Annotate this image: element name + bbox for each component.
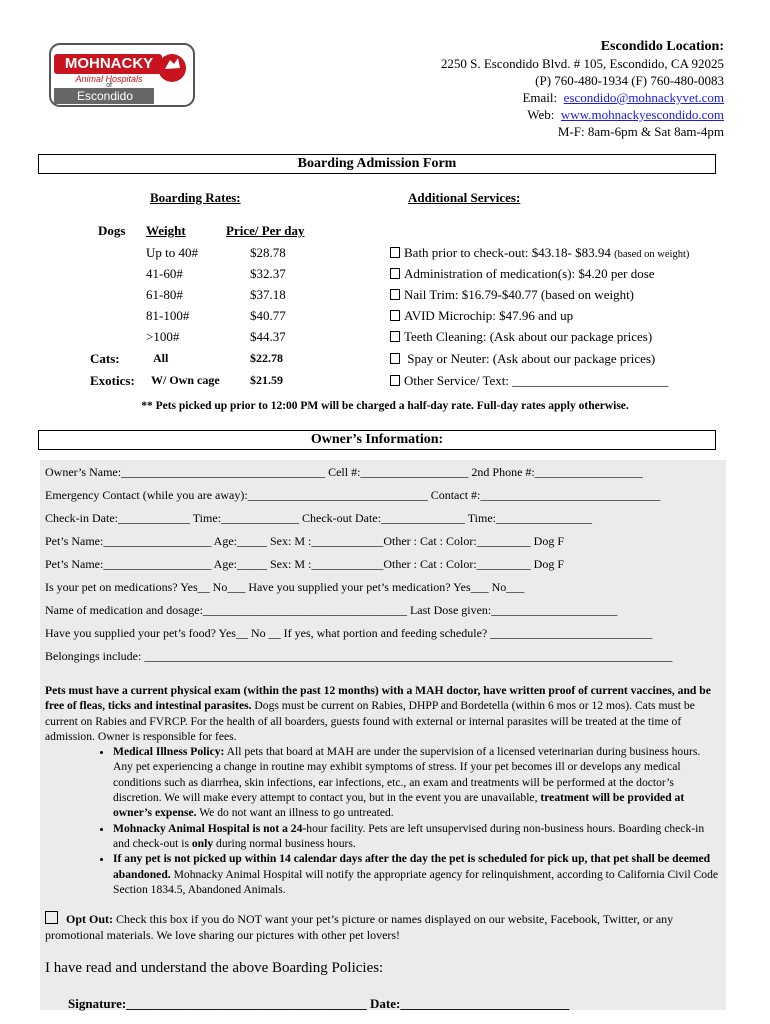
checkbox[interactable]: [390, 353, 400, 364]
pet-name-row[interactable]: Pet’s Name:__________________ Age:_____ Sex: M :____________Other : Cat : Color:_________ Dog F: [45, 557, 564, 571]
policy-intro: [45, 683, 721, 744]
service-item: [390, 287, 634, 303]
boarding-policy: [45, 683, 721, 897]
checkbox[interactable]: [390, 268, 400, 279]
logo-subtitle: Animal Hospitals: [75, 74, 143, 84]
policy-bold: treatment will be provided at owner’s expense.: [113, 791, 685, 820]
dog-price: $32.37: [250, 266, 286, 281]
service-item: [390, 373, 668, 389]
service-item: [390, 329, 652, 345]
dog-weight: >100#: [146, 329, 180, 344]
owner-info-title: Owner’s Information:: [38, 430, 716, 450]
medication-dosage-row[interactable]: Name of medication and dosage:__________________________________ Last Dose given:_____________________: [45, 603, 618, 617]
cats-label: Cats:: [90, 351, 120, 366]
service-item: [390, 245, 689, 261]
opt-out-checkbox[interactable]: [45, 911, 58, 924]
dog-weight: 61-80#: [146, 287, 183, 302]
cats-price: $22.78: [250, 351, 283, 365]
logo-city: Escondido: [76, 89, 134, 103]
hospital-logo: [48, 42, 196, 108]
policy-bold: Medical Illness Policy:: [113, 745, 225, 759]
policy-bold: If any pet is not picked up within 14 calendar days after the day the pet is scheduled for pick up, that pet shall be deemed abandoned.: [113, 852, 711, 881]
service-label: AVID Microchip: $47.96 and up: [404, 308, 574, 323]
signature-line[interactable]: Signature:_____________________________________ Date:__________________________: [68, 996, 570, 1011]
dog-price: $37.18: [250, 287, 286, 302]
dog-price: $44.37: [250, 329, 286, 344]
dog-price: $40.77: [250, 308, 286, 323]
service-label: Teeth Cleaning: (Ask about our package prices): [404, 329, 653, 344]
policy-intro-bold: Pets must have a current physical exam (within the past 12 months) with a MAH doctor, have written proof of current vaccines, and be free of fleas, ticks and intestinal parasites.: [45, 684, 711, 713]
owner-name-row[interactable]: Owner’s Name:__________________________________ Cell #:__________________ 2nd Phone #:__________________: [45, 465, 643, 479]
cats-weight: All: [153, 351, 169, 365]
email-label: Email:: [522, 90, 558, 105]
service-label: Administration of medication(s): $4.20 per dose: [404, 266, 655, 281]
service-label: Nail Trim: $16.79-$40.77 (based on weight): [404, 287, 635, 302]
exotics-weight: W/ Own cage: [151, 373, 220, 387]
price-header: Price/ Per day: [226, 223, 305, 238]
policy-text: All pets that board at MAH are under the supervision of a licensed veterinarian during business hours. Any pet experiencing a change in routine may exhibit symptoms of stress. If your pet becomes ill or develops any medical conditions such as diarrhea, skin infections, ear infections, etc., an exam and treatments will be performed at the doctor’s discretion. We will make every attempt to contact you, but in the event you are unavailable,: [113, 745, 701, 805]
opt-out-text: Check this box if you do NOT want your pet’s picture or names displayed on our website, Facebook, Twitter, or any promotional materials. We love sharing our pictures with other pet lovers!: [45, 912, 674, 942]
food-row[interactable]: Have you supplied your pet’s food? Yes__ No __ If yes, what portion and feeding schedule? ___________________________: [45, 626, 653, 640]
weight-header: Weight: [146, 223, 186, 238]
logo-of: of: [106, 82, 112, 89]
policy-bullet: [113, 851, 721, 897]
pet-name-row[interactable]: Pet’s Name:__________________ Age:_____ Sex: M :____________Other : Cat : Color:_________ Dog F: [45, 534, 564, 548]
dog-weight: 41-60#: [146, 266, 183, 281]
address: 2250 S. Escondido Blvd. # 105, Escondido, CA 92025: [440, 56, 724, 71]
location-title: Escondido Location:: [600, 39, 724, 54]
dog-weight: 81-100#: [146, 308, 190, 323]
opt-out-label: Opt Out:: [66, 912, 114, 926]
web-link[interactable]: www.mohnackyescondido.com: [560, 107, 724, 122]
service-label: Other Service/ Text: ________________________: [404, 373, 669, 388]
web-label: Web:: [527, 107, 555, 122]
opt-out: [45, 911, 721, 943]
exotics-label: Exotics:: [90, 373, 135, 388]
exotics-price: $21.59: [250, 373, 283, 387]
policy-text: during normal business hours.: [213, 836, 356, 850]
emergency-contact-row[interactable]: Emergency Contact (while you are away):______________________________ Contact #:______________________________: [45, 488, 661, 502]
policy-text: hour facility. Pets are left unsupervised during non-business hours. Boarding check-in and check-out is: [113, 821, 705, 850]
service-item: [390, 308, 573, 324]
contact-block: [441, 38, 724, 140]
service-item: [390, 266, 655, 282]
checkbox[interactable]: [390, 331, 400, 342]
acknowledgement: I have read and understand the above Boarding Policies:: [45, 960, 384, 976]
service-item: [390, 351, 655, 367]
dogs-label: Dogs: [98, 223, 126, 238]
policy-bullet: [113, 744, 721, 820]
policy-bold: Mohnacky Animal Hospital is not a 24-: [113, 821, 307, 835]
service-note: (based on weight): [614, 249, 690, 260]
services-heading: Additional Services:: [408, 190, 521, 205]
checkin-row[interactable]: Check-in Date:____________ Time:_____________ Check-out Date:______________ Time:________________: [45, 511, 592, 525]
medications-row[interactable]: Is your pet on medications? Yes__ No___ Have you supplied your pet’s medication? Yes___ No___: [45, 580, 525, 594]
checkbox[interactable]: [390, 289, 400, 300]
policy-text: We do not want an illness to go untreated.: [196, 806, 394, 820]
dog-weight: Up to 40#: [146, 245, 198, 260]
policy-bold: only: [191, 836, 214, 850]
checkbox[interactable]: [390, 375, 400, 386]
checkbox[interactable]: [390, 310, 400, 321]
service-label: Bath prior to check-out: $43.18- $83.94: [404, 245, 611, 260]
dog-price: $28.78: [250, 245, 286, 260]
email-link[interactable]: escondido@mohnackyvet.com: [563, 90, 724, 105]
policy-intro-text: Dogs must be current on Rabies, DHPP and Bordetella (within 6 mos or 12 mos). Cats must be current on Rabies and FVRCP. For the health of all boarders, guests found with external or internal parasites will be treated at the time of admission. Owner is responsible for fees.: [45, 699, 695, 743]
policy-text: Mohnacky Animal Hospital will notify the appropriate agency for relinquishment, according to California Civil Code Section 1834.5, Abandoned Animals.: [113, 867, 719, 896]
checkbox[interactable]: [390, 247, 400, 258]
hours: M-F: 8am-6pm & Sat 8am-4pm: [557, 124, 724, 139]
pickup-note: ** Pets picked up prior to 12:00 PM will be charged a half-day rate. Full-day rates apply otherwise.: [141, 400, 629, 412]
rates-heading: Boarding Rates:: [150, 190, 241, 205]
service-label: Spay or Neuter: (Ask about our package prices): [404, 351, 656, 366]
policy-bullet: [113, 821, 721, 852]
belongings-row[interactable]: Belongings include: ________________________________________________________________________________________: [45, 649, 673, 663]
phone-fax: (P) 760-480-1934 (F) 760-480-0083: [535, 73, 724, 88]
logo-name: MOHNACKY: [64, 55, 154, 72]
form-title: Boarding Admission Form: [38, 154, 716, 174]
